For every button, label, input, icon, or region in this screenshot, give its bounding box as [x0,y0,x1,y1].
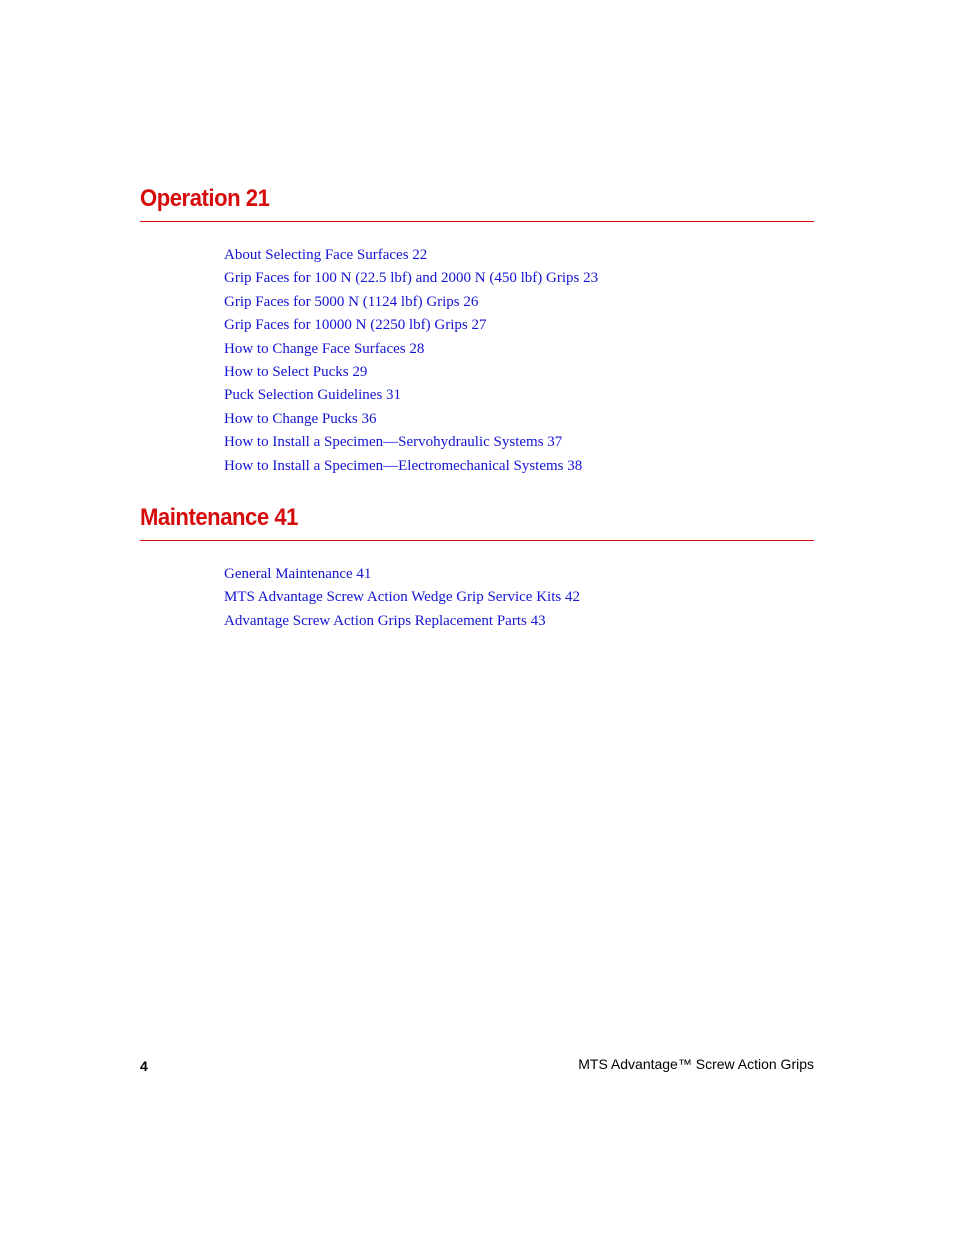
toc-entry[interactable] [224,455,598,478]
page-number: 4 [140,1058,148,1074]
toc-entry[interactable] [224,586,580,609]
toc-link[interactable]: How to Change Face Surfaces 28 [224,340,425,357]
toc-link[interactable]: MTS Advantage Screw Action Wedge Grip Service Kits 42 [224,589,580,606]
section-divider [140,221,814,222]
document-title: MTS Advantage™ Screw Action Grips [578,1056,814,1072]
toc-entry[interactable] [224,267,598,290]
section-title: Maintenance 41 [140,504,298,531]
toc-entry[interactable] [224,314,598,337]
toc-link[interactable]: About Selecting Face Surfaces 22 [224,247,428,263]
toc-link[interactable]: Advantage Screw Action Grips Replacement Parts 43 [224,612,546,629]
toc-entry[interactable] [224,244,598,267]
toc-link[interactable]: General Maintenance 41 [224,566,372,582]
toc-entry[interactable] [224,361,598,384]
section-divider [140,540,814,541]
toc-link[interactable]: Grip Faces for 100 N (22.5 lbf) and 2000 N (450 lbf) Grips 23 [224,270,599,287]
toc-link[interactable]: How to Select Pucks 29 [224,364,368,381]
toc-list-maintenance [224,563,580,633]
toc-entry[interactable] [224,431,598,454]
toc-link[interactable]: Puck Selection Guidelines 31 [224,387,402,404]
toc-entry[interactable] [224,338,598,361]
toc-entry[interactable] [224,610,580,633]
toc-link[interactable]: How to Install a Specimen—Servohydraulic Systems 37 [224,434,563,451]
toc-entry[interactable] [224,384,598,407]
section-operation [140,185,814,222]
toc-link[interactable]: Grip Faces for 5000 N (1124 lbf) Grips 26 [224,293,479,310]
toc-entry[interactable] [224,563,580,586]
section-maintenance [140,504,814,541]
toc-link[interactable]: How to Install a Specimen—Electromechanical Systems 38 [224,457,583,474]
toc-list-operation [224,244,598,478]
toc-link[interactable]: Grip Faces for 10000 N (2250 lbf) Grips 27 [224,317,487,334]
toc-link[interactable]: How to Change Pucks 36 [224,410,377,427]
section-title: Operation 21 [140,185,270,212]
toc-entry[interactable] [224,408,598,431]
toc-entry[interactable] [224,291,598,314]
